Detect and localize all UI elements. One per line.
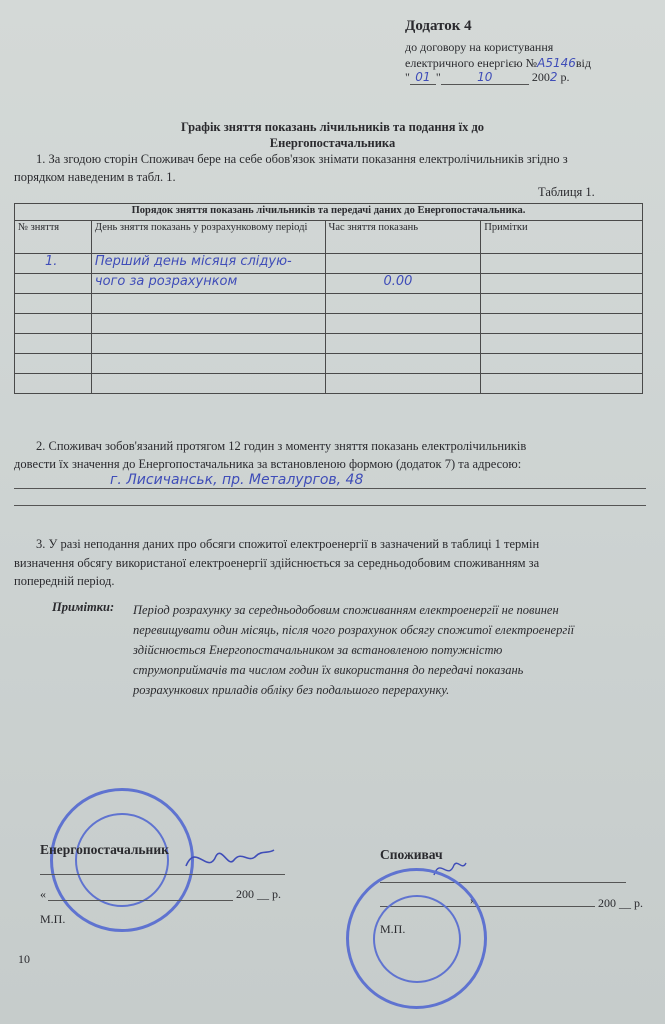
table-row bbox=[15, 314, 643, 334]
contract-number: А5146 bbox=[537, 56, 576, 70]
supplier-seal-inner-ring bbox=[75, 813, 169, 907]
notes-line: струмоприймачів та числом годин їх використання до передачі показань bbox=[133, 663, 524, 677]
date-month: 10 bbox=[441, 70, 529, 85]
readings-schedule-table bbox=[14, 203, 643, 394]
notes-line: перевищувати один місяць, після чого розрахунок обсягу спожитої електроенергії bbox=[133, 623, 575, 637]
table-cell bbox=[481, 314, 643, 334]
consumer-date-year: 200 __ р. bbox=[598, 896, 643, 910]
table-row bbox=[15, 294, 643, 314]
table-row bbox=[15, 274, 643, 294]
table-cell bbox=[91, 294, 325, 314]
table-row bbox=[15, 374, 643, 394]
section-3-line-2: визначення обсягу використаної електроенергії здійснюється за середньодобовим споживанням за bbox=[14, 556, 540, 570]
supplier-signature bbox=[182, 838, 277, 878]
annex-date bbox=[405, 70, 569, 85]
supplier-title: Енергопостачальник bbox=[40, 842, 169, 857]
table-cell bbox=[15, 374, 92, 394]
annex-line-2 bbox=[405, 56, 591, 71]
supplier-date-open: « bbox=[40, 887, 46, 901]
consumer-seal bbox=[346, 868, 487, 1009]
column-header: № зняття bbox=[15, 221, 92, 254]
table-cell bbox=[91, 334, 325, 354]
table-cell bbox=[91, 314, 325, 334]
notes-label: Примітки: bbox=[52, 600, 115, 614]
date-quote-close: " bbox=[435, 70, 441, 84]
table-cell bbox=[325, 354, 481, 374]
section-2-line-2: довести їх значення до Енергопостачальника за встановленою формою (додаток 7) та адресою: bbox=[14, 457, 522, 471]
consumer-title: Споживач bbox=[380, 847, 443, 862]
table-row bbox=[15, 334, 643, 354]
table-caption: Порядок зняття показань лічильників та передачі даних до Енергопостачальника. bbox=[15, 204, 643, 221]
date-day: 01 bbox=[410, 70, 436, 85]
column-header: Примітки bbox=[481, 221, 643, 254]
document-heading-line-2: Енергопостачальника bbox=[269, 136, 396, 150]
section-2-line-1: 2. Споживач зобов'язаний протягом 12 годин з моменту зняття показань електролічильників bbox=[36, 439, 527, 453]
supplier-seal bbox=[50, 788, 194, 932]
address-line-1 bbox=[14, 488, 646, 489]
column-header: Час зняття показань bbox=[325, 221, 481, 254]
annex-title: Додаток 4 bbox=[405, 18, 472, 34]
table-cell bbox=[325, 374, 481, 394]
section-3-line-1: 3. У разі неподання даних про обсяги спожитої електроенергії в зазначений в таблиці 1 термін bbox=[36, 537, 540, 551]
table-cell bbox=[481, 274, 643, 294]
table-cell bbox=[91, 374, 325, 394]
notes-line: розрахункових приладів обліку без подальшого перерахунку. bbox=[133, 683, 450, 697]
address-handwritten: г. Лисичанськ, пр. Металургов, 48 bbox=[110, 472, 364, 488]
supplier-signature-line bbox=[40, 874, 285, 875]
table-header-row bbox=[15, 221, 643, 254]
table-cell bbox=[481, 334, 643, 354]
section-1-line-2: порядком наведеним в табл. 1. bbox=[14, 170, 176, 184]
section-3-line-3: попередній період. bbox=[14, 574, 115, 588]
document-heading-line-1: Графік зняття показань лічильників та подання їх до bbox=[180, 120, 485, 134]
date-year-digit: 2 bbox=[549, 70, 558, 84]
table-cell bbox=[481, 294, 643, 314]
date-suffix: р. bbox=[560, 70, 570, 84]
annex-line-2-prefix: електричного енергією № bbox=[405, 56, 538, 70]
annex-line-2-suffix: від bbox=[575, 56, 591, 70]
table-cell bbox=[481, 374, 643, 394]
consumer-date-mid: » bbox=[470, 893, 476, 907]
address-line-2 bbox=[14, 505, 646, 506]
notes-line: здійснюється Енергопостачальником за встановленою потужністю bbox=[133, 643, 503, 657]
table-cell bbox=[325, 254, 481, 274]
table-cell bbox=[15, 274, 92, 294]
supplier-date-line bbox=[48, 900, 233, 901]
section-1-line-1: 1. За згодою сторін Споживач бере на себе обов'язок знімати показання електролічильників згідно з bbox=[36, 152, 568, 166]
annex-line-1: до договору на користування bbox=[405, 40, 554, 54]
page-number: 10 bbox=[18, 952, 30, 966]
table-cell bbox=[15, 314, 92, 334]
column-header: День зняття показань у розрахунковому періоді bbox=[91, 221, 325, 254]
supplier-mp: М.П. bbox=[40, 912, 66, 926]
table-cell bbox=[15, 354, 92, 374]
table-cell bbox=[15, 334, 92, 354]
date-year-prefix: 200 bbox=[531, 70, 550, 84]
table-cell bbox=[481, 354, 643, 374]
supplier-date-year: 200 __ р. bbox=[236, 887, 281, 901]
date-quote: " bbox=[405, 70, 410, 84]
table-cell bbox=[325, 314, 481, 334]
table-cell bbox=[325, 334, 481, 354]
table-cell bbox=[15, 294, 92, 314]
table-row bbox=[15, 354, 643, 374]
consumer-seal-inner-ring bbox=[373, 895, 461, 983]
table-cell bbox=[91, 354, 325, 374]
table-cell bbox=[481, 254, 643, 274]
consumer-mp: М.П. bbox=[380, 922, 406, 936]
notes-line: Період розрахунку за середньодобовим споживанням електроенергії не повинен bbox=[133, 603, 559, 617]
table-cell: 0.00 bbox=[325, 274, 481, 294]
notes-text bbox=[133, 600, 648, 700]
table-cell: 1. bbox=[15, 254, 92, 274]
table-cell: Перший день місяця слідую- bbox=[91, 254, 325, 274]
table-row bbox=[15, 254, 643, 274]
table-cell: чого за розрахунком bbox=[91, 274, 325, 294]
table-label: Таблиця 1. bbox=[538, 185, 595, 199]
table-cell bbox=[325, 294, 481, 314]
